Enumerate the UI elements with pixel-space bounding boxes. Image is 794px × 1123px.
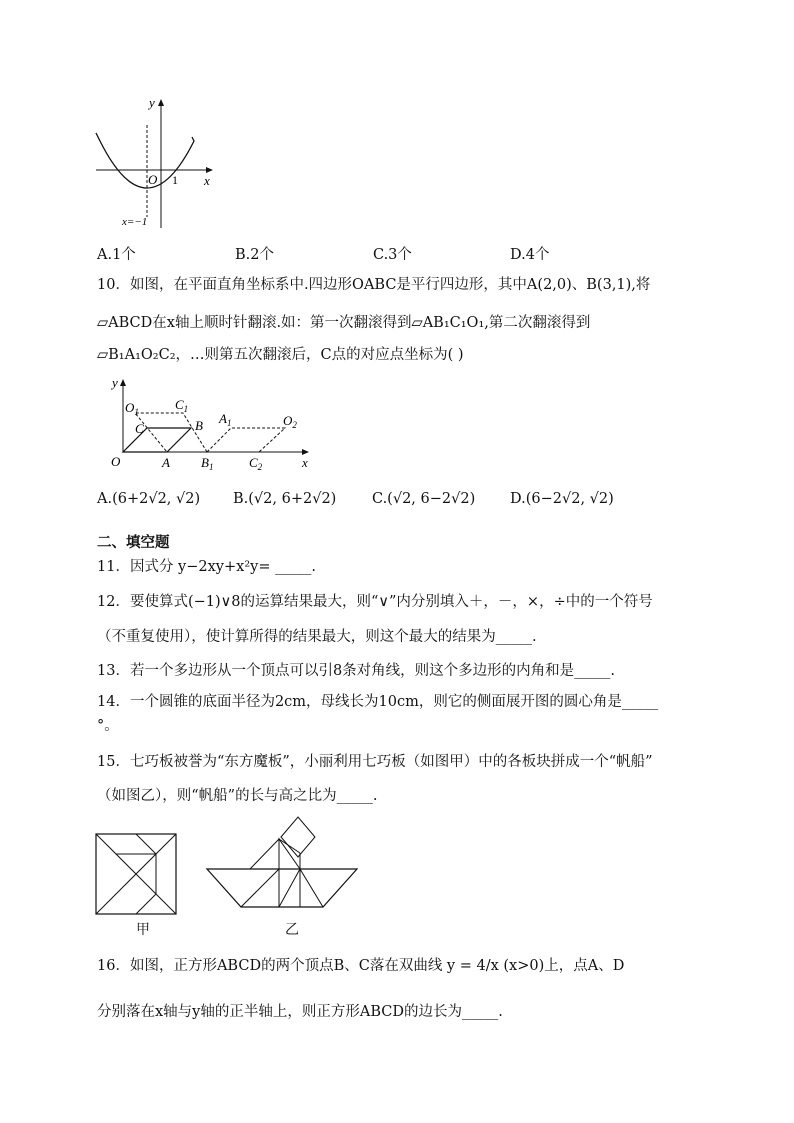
fig10-O2: $O_2$: [283, 413, 297, 430]
q9-option-b: B.2个: [235, 247, 274, 263]
q12-line-1: 12．要使算式(−1)∨8的运算结果最大，则“∨”内分别填入＋，－，×，÷中的一个符号: [97, 594, 653, 610]
tangram-square-figure: [95, 833, 177, 915]
parabola-graph: [92, 95, 217, 232]
q15-line-1: 15．七巧板被誉为“东方魔板”，小丽利用七巧板（如图甲）中的各板块拼成一个“帆船”: [97, 754, 653, 770]
fig10-B: B: [195, 418, 203, 433]
q10-option-a: A.(6+2√2, √2): [97, 491, 201, 507]
q10-line-1: 10．如图，在平面直角坐标系中.四边形OABC是平行四边形，其中A(2,0)、B(3,1),将: [97, 277, 651, 293]
q9-option-c: C.3个: [373, 247, 412, 263]
q12-line-2: （不重复使用），使计算所得的结果最大，则这个最大的结果为_____.: [97, 629, 537, 645]
q14-line-1: 14．一个圆锥的底面半径为2cm，母线长为10cm，则它的侧面展开图的圆心角是_____: [97, 694, 659, 710]
q13-text: 13．若一个多边形从一个顶点可以引8条对角线，则这个多边形的内角和是_____.: [97, 663, 616, 679]
fig10-O: O: [111, 454, 121, 469]
fig10-A1: $A_1$: [219, 411, 232, 428]
q9-option-a: A.1个: [97, 247, 136, 263]
fig10-y: y: [112, 375, 118, 390]
graph-origin-label: O: [148, 172, 158, 187]
fig10-A: A: [162, 455, 170, 470]
q11-text: 11．因式分 y−2xy+x²y= _____.: [97, 559, 316, 575]
q10-line-2: ▱ABCD在x轴上顺时针翻滚.如：第一次翻滚得到▱AB₁C₁O₁,第二次翻滚得到: [97, 315, 591, 331]
tangram-caption-right: 乙: [285, 922, 299, 938]
q10-option-c: C.(√2, 6−2√2): [372, 491, 476, 507]
fig10-C: C: [135, 421, 144, 436]
q14-line-2: °。: [97, 718, 119, 734]
graph-y-label: y: [149, 95, 155, 110]
graph-x-label: x: [204, 173, 210, 188]
section-title: 二、填空题: [97, 534, 170, 551]
q10-option-b: B.(√2, 6+2√2): [233, 491, 337, 507]
rolling-parallelogram-figure: [95, 375, 320, 475]
q10-option-d: D.(6−2√2, √2): [510, 491, 614, 507]
q15-line-2: （如图乙），则“帆船”的长与高之比为_____.: [97, 788, 378, 804]
q16-line-2: 分别落在x轴与y轴的正半轴上，则正方形ABCD的边长为_____.: [97, 1004, 503, 1020]
q16-line-1: 16．如图，正方形ABCD的两个顶点B、C落在双曲线 y = 4/x (x>0)上，点A、D: [97, 958, 625, 974]
tangram-caption-left: 甲: [136, 922, 150, 938]
fig10-x: x: [302, 455, 308, 470]
graph-axis-line-label: x=−1: [122, 216, 148, 228]
fig10-C2: $C_2$: [249, 455, 263, 472]
sailboat-figure: [205, 815, 360, 910]
q10-line-3: ▱B₁A₁O₂C₂，…则第五次翻滚后，C点的对应点坐标为( ): [97, 347, 464, 363]
fig10-B1: $B_1$: [201, 455, 214, 472]
fig10-C1: $C_1$: [175, 397, 189, 414]
graph-tick-label: 1: [172, 173, 178, 187]
q9-option-d: D.4个: [510, 247, 550, 263]
fig10-O1: $O_1$: [125, 400, 139, 417]
